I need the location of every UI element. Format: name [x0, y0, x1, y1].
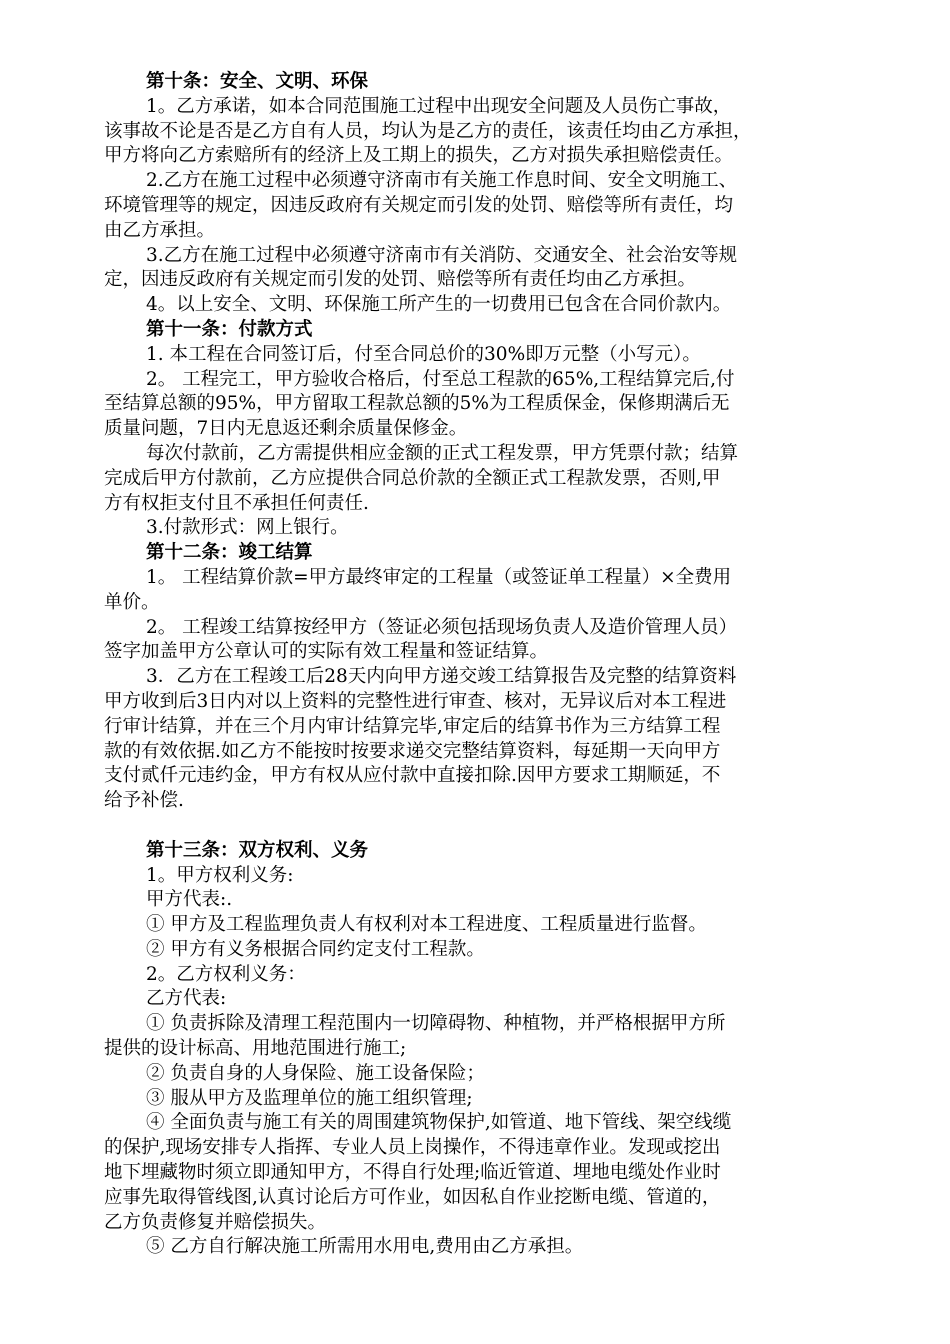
paragraph-line: 定，因违反政府有关规定而引发的处罚、赔偿等所有责任均由乙方承担。 — [104, 269, 697, 291]
paragraph-line: 由乙方承担。 — [104, 219, 216, 241]
paragraph-line: 提供的设计标高、用地范围进行施工; — [104, 1038, 407, 1060]
blank-line — [104, 814, 864, 839]
section-10-heading: 第十条：安全、文明、环保 — [146, 71, 369, 92]
paragraph-line: 4。以上安全、文明、环保施工所产生的一切费用已包含在合同价款内。 — [146, 294, 732, 316]
paragraph-line: 1. 本工程在合同签订后，付至合同总价的30%即万元整（小写元）。 — [146, 343, 701, 365]
paragraph-line: ⑤ 乙方自行解决施工所需用水用电,费用由乙方承担。 — [146, 1236, 584, 1258]
paragraph-line: 单价。 — [104, 591, 160, 613]
paragraph-line: 应事先取得管线图,认真讨论后方可作业，如因私自作业挖断电缆、管道的， — [104, 1186, 721, 1208]
paragraph-line: 2。 工程竣工结算按经甲方（签证必须包括现场负责人及造价管理人员） — [146, 616, 738, 638]
paragraph-line: 支付贰仟元违约金，甲方有权从应付款中直接扣除.因甲方要求工期顺延，不 — [104, 765, 721, 787]
paragraph-line: 乙方负责修复并赔偿损失。 — [104, 1211, 327, 1233]
paragraph-line: 行审计结算，并在三个月内审计结算完毕,审定后的结算书作为三方结算工程 — [104, 715, 721, 737]
paragraph-line: 1。乙方承诺，如本合同范围施工过程中出现安全问题及人员伤亡事故， — [146, 95, 732, 117]
paragraph-line: 甲方将向乙方索赔所有的经济上及工期上的损失，乙方对损失承担赔偿责任。 — [104, 145, 734, 167]
paragraph-line: 完成后甲方付款前，乙方应提供合同总价款的全额正式工程款发票，否则,甲 — [104, 467, 721, 489]
paragraph-line: 2.乙方在施工过程中必须遵守济南市有关施工作息时间、安全文明施工、 — [146, 170, 738, 192]
paragraph-line: 的保护,现场安排专人指挥、专业人员上岗操作，不得违章作业。发现或挖出 — [104, 1137, 721, 1159]
paragraph-line: 2。 工程完工，甲方验收合格后，付至总工程款的65%,工程结算完后,付 — [146, 368, 735, 390]
paragraph-line: 地下埋藏物时须立即通知甲方，不得自行处理;临近管道、埋地电缆处作业时 — [104, 1162, 721, 1184]
section-11-heading: 第十一条：付款方式 — [146, 318, 313, 340]
paragraph-line: ① 负责拆除及清理工程范围内一切障碍物、种植物，并严格根据甲方所 — [146, 1013, 726, 1035]
paragraph-line: ① 甲方及工程监理负责人有权利对本工程进度、工程质量进行监督。 — [146, 914, 707, 936]
paragraph-line: ④ 全面负责与施工有关的周围建筑物保护,如管道、地下管线、架空线缆 — [146, 1112, 732, 1134]
paragraph-line: 每次付款前，乙方需提供相应金额的正式工程发票，甲方凭票付款；结算 — [146, 442, 739, 464]
paragraph-line: 3.乙方在施工过程中必须遵守济南市有关消防、交通安全、社会治安等规 — [146, 244, 738, 266]
paragraph-line: 乙方代表: — [146, 988, 227, 1010]
paragraph-line: 款的有效依据.如乙方不能按时按要求递交完整结算资料，每延期一天向甲方 — [104, 740, 721, 762]
paragraph-line: ③ 服从甲方及监理单位的施工组织管理; — [146, 1087, 473, 1109]
paragraph-line: 至结算总额的95%，甲方留取工程款总额的5%为工程质保金，保修期满后无 — [104, 393, 730, 415]
paragraph-line: 给予补偿. — [104, 790, 184, 812]
paragraph-line: 甲方代表:. — [146, 889, 233, 911]
paragraph-line: 环境管理等的规定，因违反政府有关规定而引发的处罚、赔偿等所有责任，均 — [104, 194, 734, 216]
paragraph-line: 3.付款形式：网上银行。 — [146, 517, 349, 539]
paragraph-line: 1。 工程结算价款=甲方最终审定的工程量（或签证单工程量）×全费用 — [146, 566, 732, 588]
paragraph-line: ② 负责自身的人身保险、施工设备保险； — [146, 1062, 485, 1084]
paragraph-line: 签字加盖甲方公章认可的实际有效工程量和签证结算。 — [104, 641, 549, 663]
contract-page — [104, 70, 864, 1260]
paragraph-line: 甲方收到后3日内对以上资料的完整性进行审查、核对，无异议后对本工程进 — [104, 690, 727, 712]
section-12-heading: 第十二条：竣工结算 — [146, 542, 313, 564]
paragraph-line: ② 甲方有义务根据合同约定支付工程款。 — [146, 938, 485, 960]
paragraph-line: 方有权拒支付且不承担任何责任. — [104, 492, 369, 514]
paragraph-line: 质量问题，7日内无息返还剩余质量保修金。 — [104, 418, 468, 440]
section-13-heading: 第十三条：双方权利、义务 — [146, 839, 369, 861]
paragraph-line: 2。乙方权利义务： — [146, 963, 306, 985]
paragraph-line: 该事故不论是否是乙方自有人员，均认为是乙方的责任，该责任均由乙方承担， — [104, 120, 752, 142]
paragraph-line: 1。甲方权利义务: — [146, 864, 294, 886]
paragraph-line: 3．乙方在工程竣工后28天内向甲方递交竣工结算报告及完整的结算资料 — [146, 666, 737, 688]
